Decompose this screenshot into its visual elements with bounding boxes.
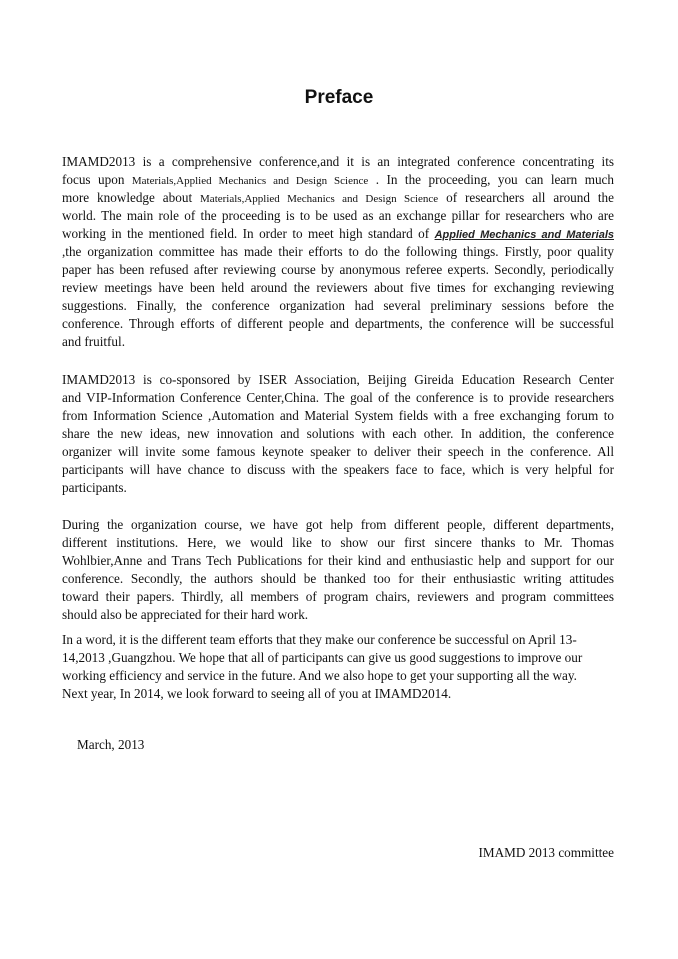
- text-line: During the organization course, we have got help from different people, different departments,: [62, 517, 614, 532]
- text-line: should also be appreciated for their hard work.: [62, 607, 309, 622]
- text-line: [62, 171, 614, 189]
- text-line: paper has been refused after reviewing course by anonymous referee experts. Secondly, periodically: [62, 262, 614, 277]
- text-line: ,the organization committee has made their efforts to do the following things. Firstly, poor quality: [62, 244, 614, 259]
- paragraph-intro: [62, 153, 614, 351]
- text-segment: Materials,Applied Mechanics and Design Science: [131, 175, 369, 187]
- text-line: IMAMD2013 is co-sponsored by ISER Association, Beijing Gireida Education Research Center: [62, 372, 614, 387]
- text-line: 14,2013 ,Guangzhou. We hope that all of participants can give us good suggestions to improve our: [62, 650, 583, 665]
- text-segment: Materials,Applied Mechanics and Design Science: [200, 193, 439, 205]
- text-line: IMAMD2013 is a comprehensive conference,and it is an integrated conference concentrating its: [62, 154, 614, 169]
- text-line: world. The main role of the proceeding is to be used as an exchange pillar for researchers who are: [62, 208, 614, 223]
- text-segment: of researchers all around the: [438, 190, 614, 205]
- text-line: and fruitful.: [62, 334, 125, 349]
- text-line: [62, 189, 614, 207]
- text-segment: . In the proceeding, you can learn much: [368, 172, 614, 187]
- text-line: from Information Science ,Automation and Material System fields with a free exchanging forum to: [62, 408, 614, 423]
- text-line: Next year, In 2014, we look forward to seeing all of you at IMAMD2014.: [62, 686, 452, 701]
- text-line: share the new ideas, new innovation and solutions with each other. In addition, the conference: [62, 426, 614, 441]
- text-line: organizer will invite some famous keynote speaker to deliver their speech in the conference. All: [62, 444, 614, 459]
- text-line: Wohlbier,Anne and Trans Tech Publications for their kind and enthusiastic help and support for our: [62, 553, 614, 568]
- text-segment: focus upon: [62, 172, 132, 187]
- paragraph-closing: [62, 631, 614, 703]
- text-line: toward their papers. Thirdly, all members of program chairs, reviewers and program committees: [62, 589, 614, 604]
- text-line: conference. Secondly, the authors should be thanked too for their enthusiastic writing attitudes: [62, 571, 614, 586]
- text-line: different institutions. Here, we would like to show our first sincere thanks to Mr. Thomas: [62, 535, 614, 550]
- text-line: suggestions. Finally, the conference organization had several preliminary sessions before the: [62, 298, 614, 313]
- text-line: In a word, it is the different team efforts that they make our conference be successful on April 13-: [62, 632, 577, 647]
- text-segment: more knowledge about: [62, 190, 201, 205]
- paragraph-sponsors: [62, 371, 614, 497]
- text-line: review meetings have been held around the reviewers about five times for exchanging reviewing: [62, 280, 614, 295]
- text-line: and VIP-Information Conference Center,China. The goal of the conference is to provide researchers: [62, 390, 614, 405]
- text-line: working efficiency and service in the future. And we also hope to get your supporting all the way.: [62, 668, 577, 683]
- page-title: Preface: [304, 87, 374, 108]
- text-line: conference. Through efforts of different people and departments, the conference will be successful: [62, 316, 614, 331]
- date: March, 2013: [77, 737, 145, 752]
- journal-title-link[interactable]: Applied Mechanics and Materials: [434, 229, 614, 241]
- text-segment: working in the mentioned field. In order to meet high standard of: [62, 226, 435, 241]
- text-line: participants.: [62, 480, 127, 495]
- text-line: participants will have chance to discuss with the speakers face to face, which is very helpful for: [62, 462, 614, 477]
- paragraph-acknowledgements: [62, 516, 614, 624]
- signature: IMAMD 2013 committee: [478, 845, 614, 860]
- text-line: [62, 225, 614, 243]
